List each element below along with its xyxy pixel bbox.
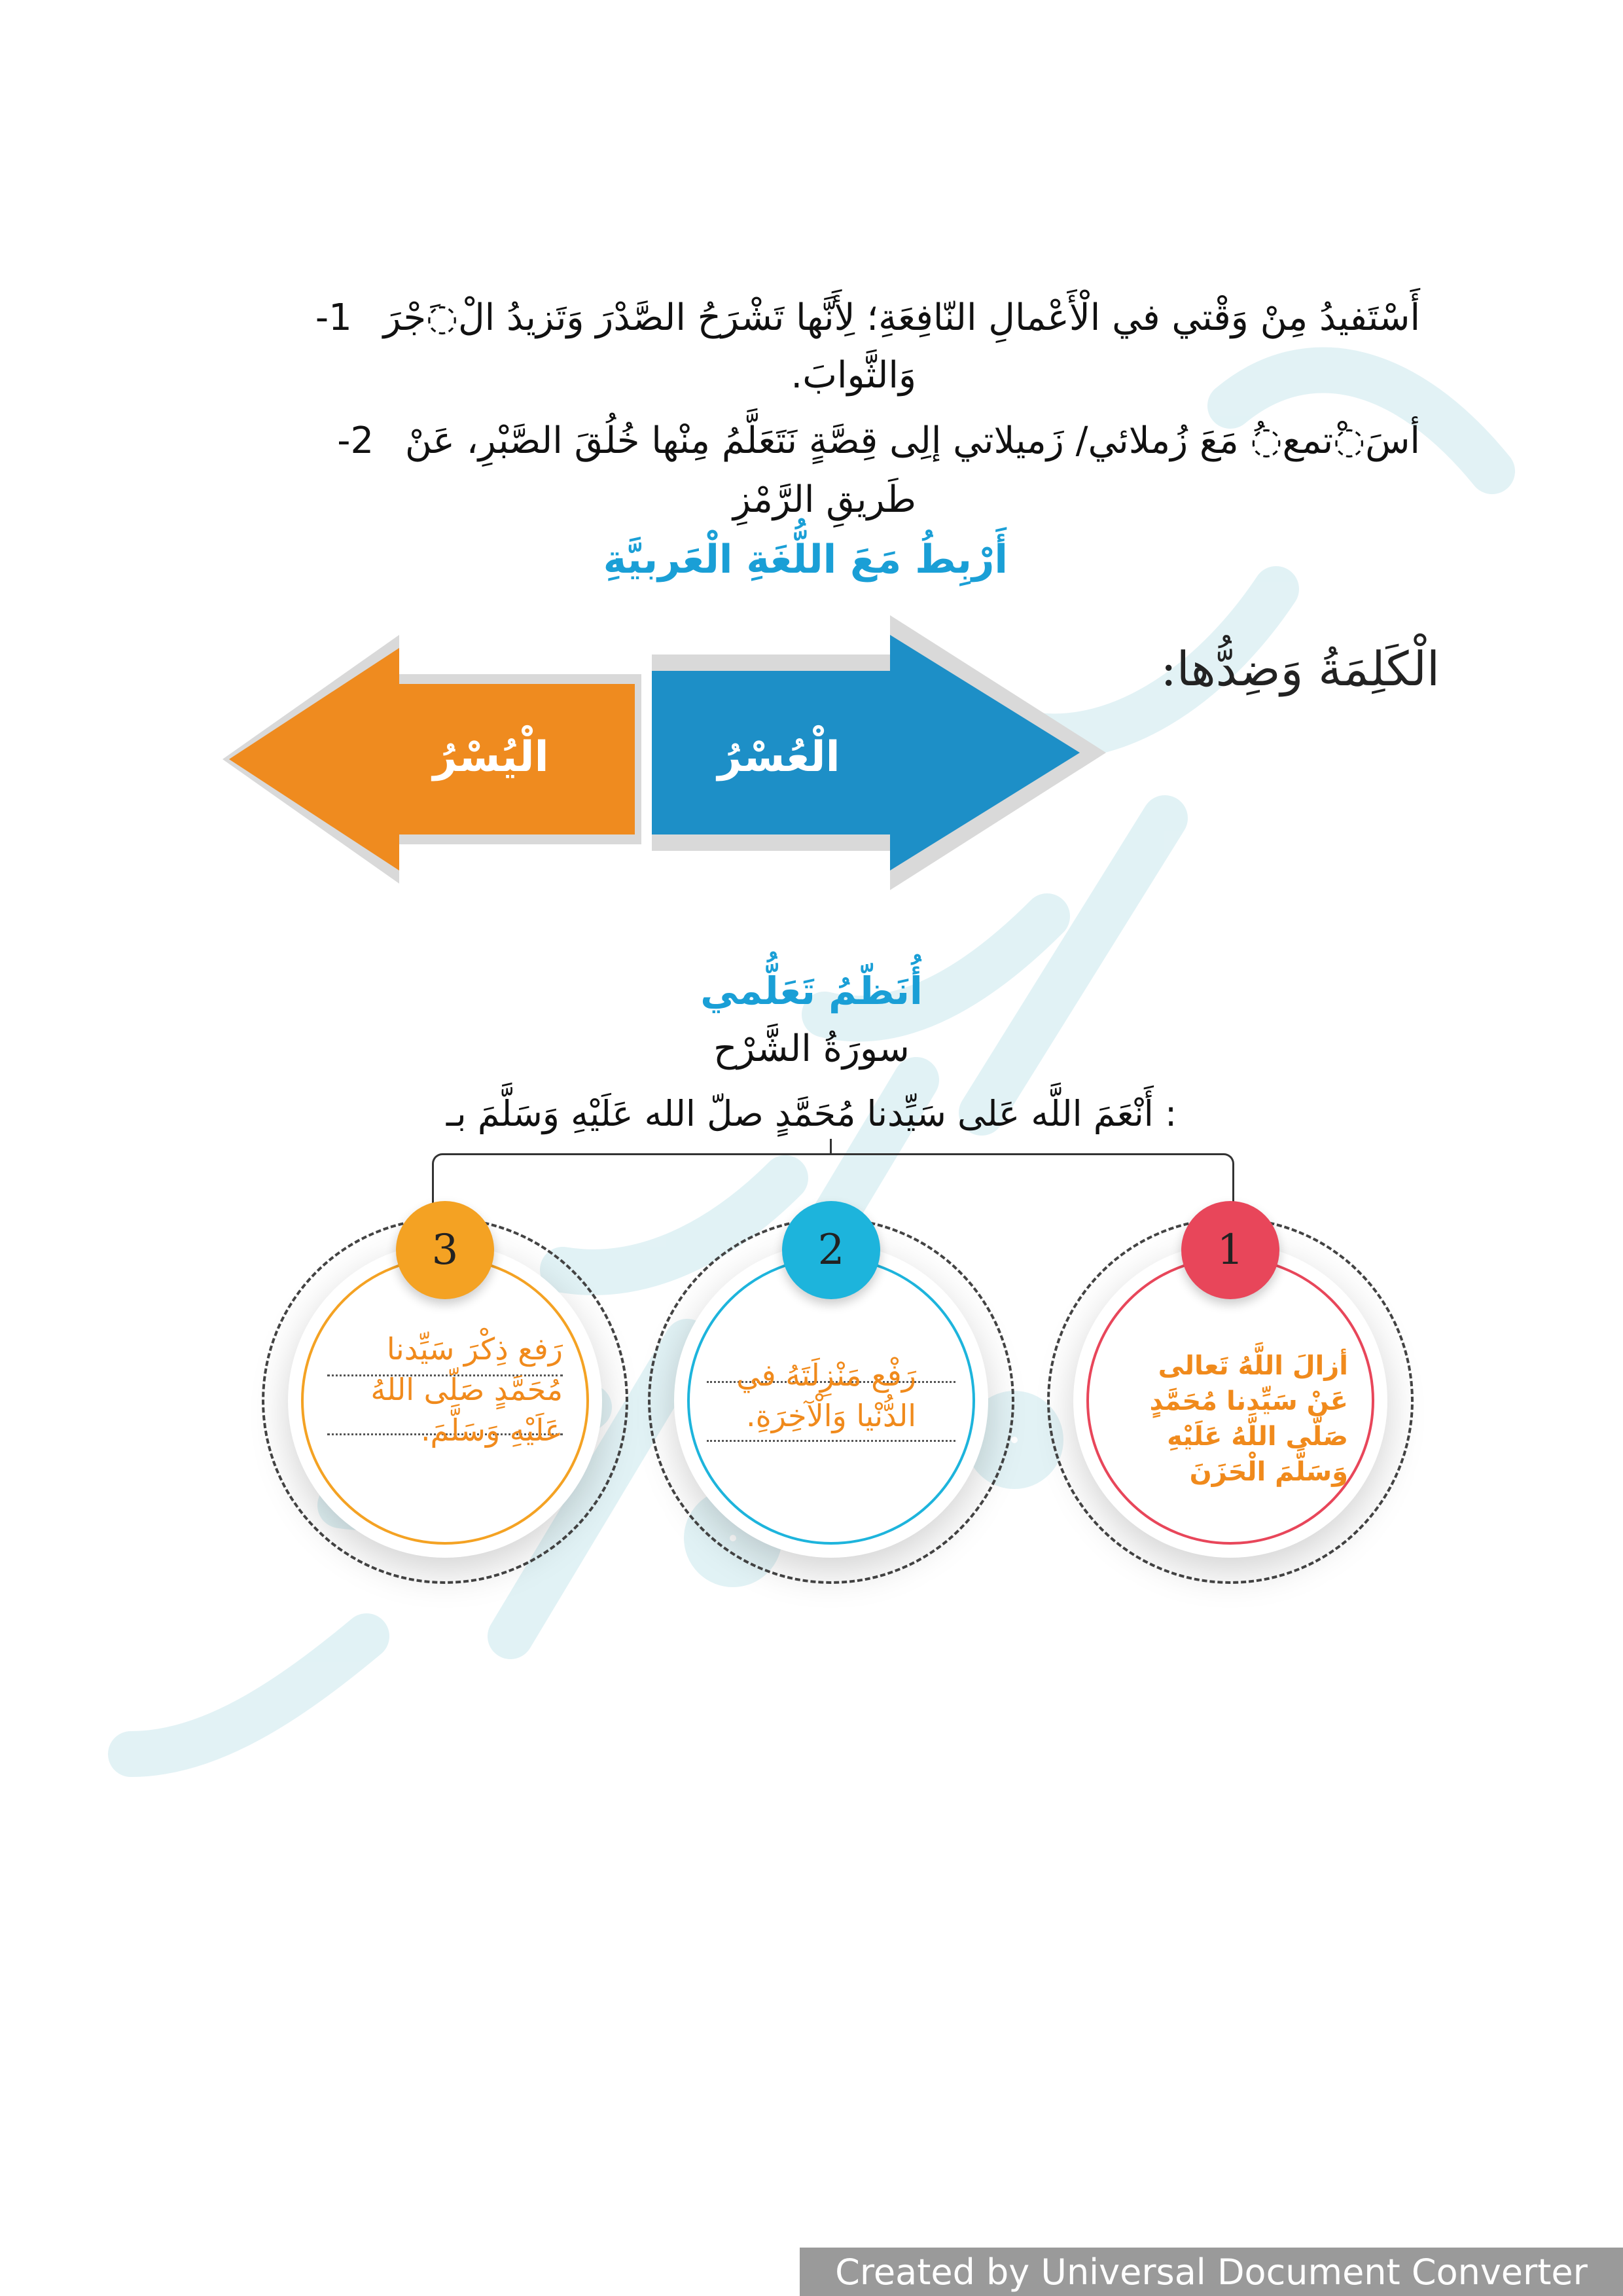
item-1-line-1 [315, 296, 1420, 340]
arrow-left-word: الْيُسْرُ [433, 733, 549, 781]
item-2-line-1 [337, 419, 1420, 463]
arrow-right-word: الْعُسْرُ [717, 733, 840, 781]
circle-card-2 [648, 1217, 1014, 1584]
circle-1-text: أزالَ اللَّهُ تَعالى عَنْ سَيِّدنا مُحَمَّدٍ صَلّى اللَّهُ عَلَيْهِ وَسَلَّمَ الْحَزَنَ [1149, 1351, 1348, 1487]
circle-card-3 [262, 1217, 628, 1584]
item-2-text: أسَ◌ْتمع◌ُ مَعَ زُملائي/ زَميلاتي إلِى قِصَّةٍ نَتَعَلَّمُ مِنْها خُلُقَ الصَّبْرِ، عَنْ [404, 420, 1420, 462]
item-1-text: أَسْتَفيدُ مِنْ وَقْتي في الْأَعْمالِ النّافِعَةِ؛ لِأَنَّها تَشْرَحُ الصَّدْرَ وَتَزيدُ الْ◌َجْرَ [383, 296, 1420, 339]
item-1-number: 1- [315, 296, 352, 339]
item-2-line-2: طَريقِ الرَّمْزِ [733, 478, 916, 521]
connector-stem [830, 1139, 832, 1155]
converter-footer: Created by Universal Document Converter [800, 2248, 1623, 2296]
surah-subtitle: سورَةُ الشَّرْح [713, 1028, 910, 1070]
circle-1-number: 1 [1181, 1201, 1279, 1299]
word-pair-label: الْكَلِمَةُ وَضِدُّها: [1160, 641, 1440, 696]
section-link-title: أَرْبِطُ مَعَ اللُّغَةِ الْعَربيَّةِ [603, 537, 1008, 583]
circle-2-text: رَفْع مَنْزِلَتَهُ في الدُّنْيا وَالْآخِرَةِ. [736, 1357, 916, 1434]
organize-prompt: : أَنْعَمَ اللَّه عَلى سَيِّدنا مُحَمَّدٍ صلّ الله عَلَيْهِ وَسَلَّمَ بـ [446, 1093, 1177, 1134]
circle-3-text: رَفع ذِكْرَ سَيِّدنا مُحَمَّدٍ صَلّى اللهُ عَلَيْهِ وَسَلَّمَ. [370, 1331, 563, 1448]
circle-card-1 [1047, 1217, 1414, 1584]
circle-3-number: 3 [396, 1201, 494, 1299]
item-2-number: 2- [337, 420, 374, 462]
section-organize-title: أُنَظّمُ تَعَلُّمي [700, 969, 923, 1013]
item-1-line-2: وَالثَّوابَ. [791, 354, 916, 397]
opposite-arrows [209, 609, 1113, 897]
circle-2-number: 2 [782, 1201, 880, 1299]
